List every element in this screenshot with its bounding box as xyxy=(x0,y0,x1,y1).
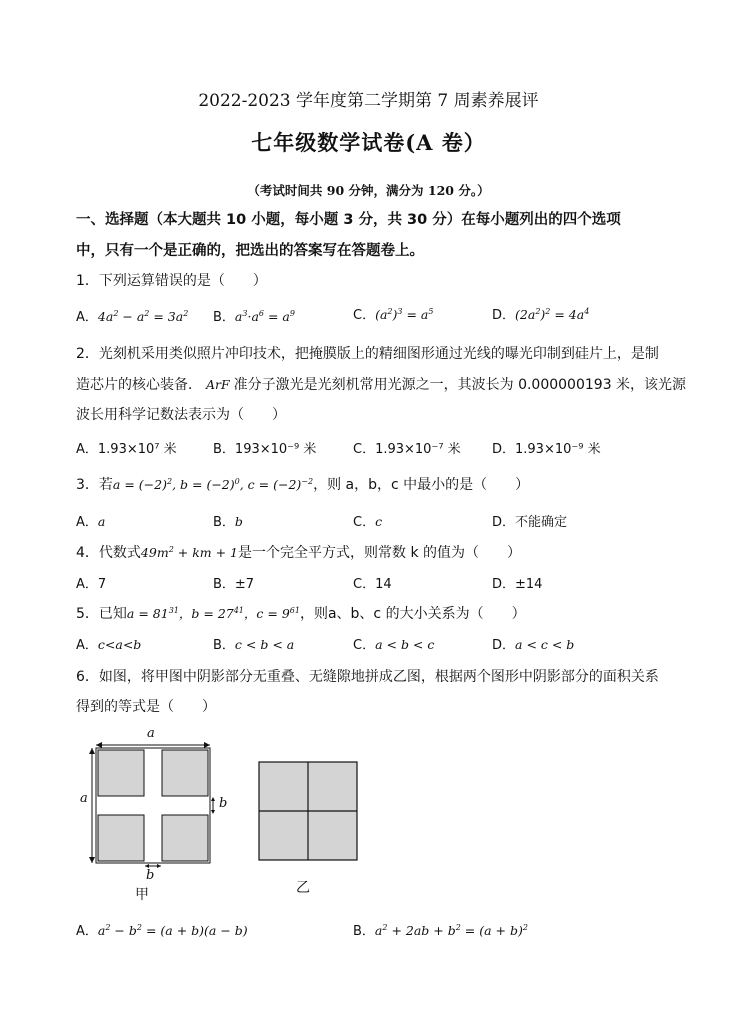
q4-option-c: C．14 xyxy=(353,577,392,592)
exam-title: 2022-2023 学年度第二学期第 7 周素养展评 xyxy=(198,91,539,111)
q5-option-c: C．a < b < c xyxy=(353,637,435,653)
q6-option-a: A．$a^2 - b^2 = (a + b)(a - b)$ xyxy=(76,922,248,939)
label-yi: 乙 xyxy=(296,880,310,896)
q4-option-a: A．7 xyxy=(76,577,107,592)
exam-note: （考试时间共 90 分钟，满分为 120 分。） xyxy=(247,183,490,198)
label-a-left: a xyxy=(80,791,88,806)
q5-option-b: B．c < b < a xyxy=(213,637,295,653)
shade-bottom-right xyxy=(162,815,208,861)
q3-option-b: B．b xyxy=(213,514,243,530)
q4-stem: 4．代数式$49m^2$ + km + 1是一个完全平方式，则常数 k 的值为（ ） xyxy=(76,544,522,561)
q2-line1: 2．光刻机采用类似照片冲印技术，把掩膜版上的精细图形通过光线的曝光印制到硅片上，是制 xyxy=(76,346,659,362)
q4-option-b: B．±7 xyxy=(213,577,255,592)
q6-line2: 得到的等式是（ ） xyxy=(76,699,216,715)
q1-stem: 1．下列运算错误的是（ ） xyxy=(76,273,267,289)
shade-top-left xyxy=(98,750,144,796)
label-jia: 甲 xyxy=(135,887,149,903)
q3-option-d: D．不能确定 xyxy=(492,515,568,530)
q5-stem: 5．已知$a = 81^{31}$，$b = 27^{41}$，$c = 9^{61}$，则a、b、c 的大小关系为（ ） xyxy=(76,605,526,622)
q3-option-c: C．c xyxy=(353,514,383,530)
q1-option-c: C．$(a^2)^3 = a^5$ xyxy=(353,306,434,323)
q5-option-a: A．c<a<b xyxy=(76,637,142,653)
exam-subtitle: 七年级数学试卷(A 卷） xyxy=(251,130,486,155)
shade-top-right xyxy=(162,750,208,796)
q2-option-a: A．1.93×10⁷ 米 xyxy=(76,442,177,457)
label-b-bottom: b xyxy=(146,868,155,883)
q2-line2: 造芯片的核心装备． ArF 准分子激光是光刻机常用光源之一，其波长为 0.000000193 米，该光源 xyxy=(76,377,687,393)
q4-option-d: D．±14 xyxy=(492,577,543,592)
q2-option-b: B．193×10⁻⁹ 米 xyxy=(213,442,317,457)
q1-option-a: A．$4a^2 - a^2 = 3a^2$ xyxy=(76,308,189,325)
section-heading-line2: 中，只有一个是正确的，把选出的答案写在答题卷上。 xyxy=(76,243,424,259)
label-a-top: a xyxy=(147,726,155,741)
shade-bottom-left xyxy=(98,815,144,861)
q1-option-d: D．$(2a^2)^2 = 4a^4$ xyxy=(492,306,590,323)
q3-stem: 3．若$a = (-2)^2$, $b = (-2)^0$, $c = (-2)^{-2}$，则 a，b，c 中最小的是（ ） xyxy=(76,476,530,493)
q6-option-b: B．$a^2 + 2ab + b^2 = (a + b)^2$ xyxy=(353,922,528,939)
q1-option-b: B．$a^3\cdot a^6 = a^9$ xyxy=(213,308,295,325)
figure-yi xyxy=(258,761,358,861)
figure-jia xyxy=(76,728,236,903)
q2-option-c: C．1.93×10⁻⁷ 米 xyxy=(353,442,461,457)
label-b-right: b xyxy=(219,796,228,811)
section-heading-line1: 一、选择题（本大题共 10 小题，每小题 3 分，共 30 分）在每小题列出的四个选项 xyxy=(76,212,621,228)
q5-option-d: D．a < c < b xyxy=(492,637,575,653)
q6-line1: 6．如图，将甲图中阴影部分无重叠、无缝隙地拼成乙图，根据两个图形中阴影部分的面积关系 xyxy=(76,669,659,685)
q2-option-d: D．1.93×10⁻⁹ 米 xyxy=(492,442,601,457)
q3-option-a: A．a xyxy=(76,514,106,530)
q2-line3: 波长用科学记数法表示为（ ） xyxy=(76,407,286,423)
